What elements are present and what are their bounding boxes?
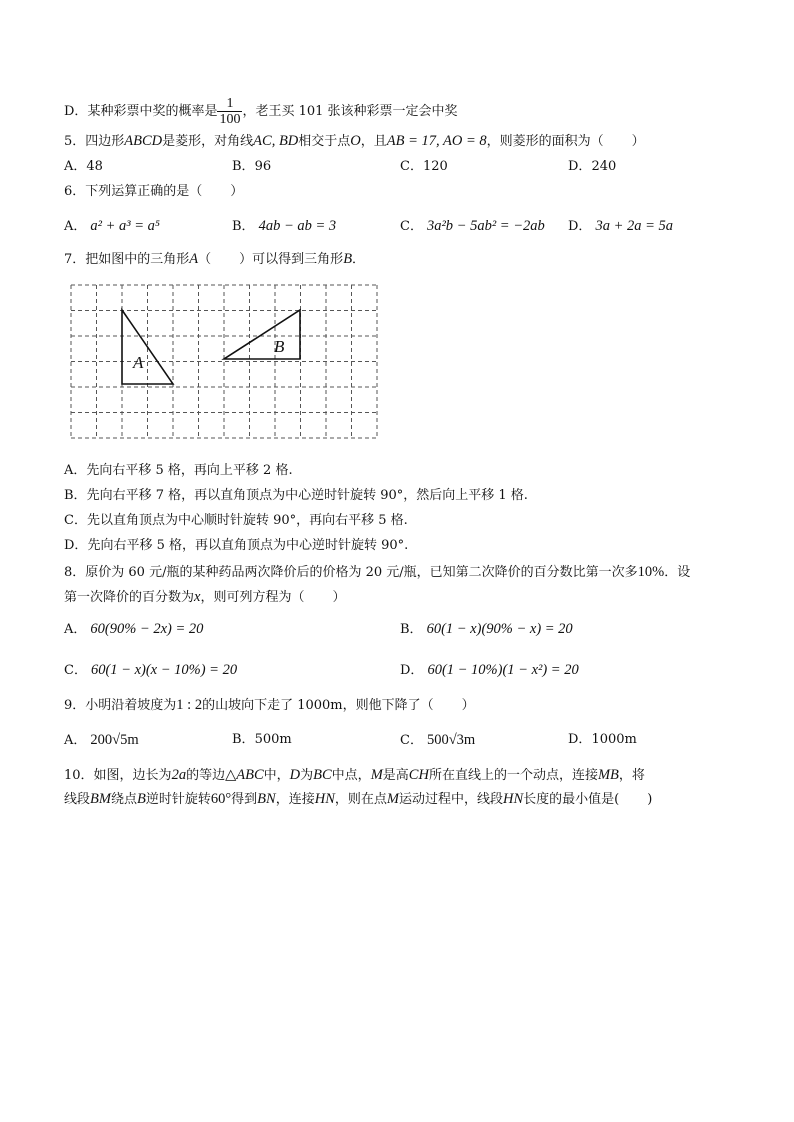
math: BC xyxy=(313,767,332,783)
q9-option-b[interactable] xyxy=(232,731,292,749)
option-value: 200√5m xyxy=(90,732,139,748)
stem-text: ．设 xyxy=(664,565,691,580)
question-10-stem-line-2 xyxy=(64,790,652,809)
math: A xyxy=(189,251,199,267)
q9-option-a[interactable] xyxy=(64,731,139,750)
stem-text: ，则可列方程为（ xyxy=(200,590,305,605)
stem-text: 是高 xyxy=(382,768,409,783)
option-value: 96 xyxy=(254,159,272,174)
option-label: A． xyxy=(64,159,87,174)
option-label: A． xyxy=(64,733,87,748)
dashed-grid xyxy=(71,285,377,438)
option-value: 先向右平移 5 格，再以直角顶点为中心逆时针旋转 90°. xyxy=(87,538,409,553)
q6-option-d[interactable] xyxy=(568,217,673,236)
math: BM xyxy=(90,791,111,807)
stem-text: 第一次降价的百分数为 xyxy=(64,590,195,605)
stem-text: 的山坡向下走了 1000m，则他下降了（ xyxy=(202,698,434,713)
option-label: A． xyxy=(64,622,87,637)
math: 2a xyxy=(171,767,187,783)
math: AB = 17, AO = 8 xyxy=(386,133,487,149)
triangle-a-label: A xyxy=(133,353,144,372)
math: x xyxy=(194,589,201,605)
math: B xyxy=(136,791,146,807)
stem-text: 的等边 xyxy=(186,768,226,783)
q7-option-a[interactable] xyxy=(64,462,293,480)
fraction-denominator: 100 xyxy=(219,112,241,127)
option-label: B． xyxy=(232,732,255,747)
stem-text: ，将 xyxy=(618,768,645,783)
option-value: 60(1 − x)(90% − x) = 20 xyxy=(426,621,573,637)
option-label: C． xyxy=(400,733,423,748)
q6-option-b[interactable] xyxy=(232,217,336,236)
question-number: 5． xyxy=(64,134,86,149)
stem-text: 逆时针旋转 xyxy=(145,792,211,807)
q7-option-b[interactable] xyxy=(64,487,528,505)
stem-text: ，且 xyxy=(360,134,387,149)
option-value: 1000m xyxy=(591,732,637,747)
stem-text: 中， xyxy=(263,768,290,783)
option-value: 60(90% − 2x) = 20 xyxy=(90,621,204,637)
q5-option-a[interactable] xyxy=(64,158,103,176)
stem-text: 中点， xyxy=(331,768,371,783)
option-label: A． xyxy=(64,219,87,234)
q6-option-a[interactable] xyxy=(64,217,160,236)
option-value: 60(1 − 10%)(1 − x²) = 20 xyxy=(427,662,579,678)
math: MB xyxy=(597,767,619,783)
q7-option-c[interactable] xyxy=(64,512,408,530)
option-label: D． xyxy=(64,104,88,119)
question-10-stem-line-1 xyxy=(64,766,645,785)
option-value: 先向右平移 7 格，再以直角顶点为中心逆时针旋转 90°，然后向上平移 1 格. xyxy=(86,488,528,503)
stem-text: 下列运算正确的是（ xyxy=(85,184,203,199)
stem-text: （ xyxy=(198,252,212,267)
math: O xyxy=(350,133,361,149)
q8-option-a[interactable] xyxy=(64,620,203,639)
option-value: 先向右平移 5 格，再向上平移 2 格. xyxy=(86,463,293,478)
math: BN xyxy=(257,791,276,807)
q8-option-c[interactable] xyxy=(64,661,237,680)
stem-text: 相交于点 xyxy=(298,134,351,149)
option-label: B． xyxy=(64,488,87,503)
q4-option-d xyxy=(64,96,458,127)
stem-text: ，则菱形的面积为（ xyxy=(486,134,604,149)
stem-text: 是菱形，对角线 xyxy=(162,134,254,149)
option-value: 3a²b − 5ab² = −2ab xyxy=(426,218,545,234)
option-label: D． xyxy=(400,663,424,678)
q5-option-d[interactable] xyxy=(568,158,616,176)
question-number: 10． xyxy=(64,768,94,783)
stem-text: 运动过程中，线段 xyxy=(398,792,503,807)
math: AC, BD xyxy=(253,133,299,149)
option-label: B． xyxy=(400,622,423,637)
stem-text: 所在直线上的一个动点，连接 xyxy=(428,768,598,783)
triangle-grid-figure xyxy=(70,284,384,440)
q6-option-c[interactable] xyxy=(400,217,545,236)
option-value: 4ab − ab = 3 xyxy=(258,218,337,234)
question-8-stem-line-2 xyxy=(64,588,345,607)
stem-text: 为 xyxy=(300,768,314,783)
option-value: 60(1 − x)(x − 10%) = 20 xyxy=(90,662,238,678)
question-number: 7． xyxy=(64,252,86,267)
option-label: C． xyxy=(400,219,423,234)
stem-text: ． xyxy=(352,252,366,267)
math: D xyxy=(289,767,301,783)
question-5-stem xyxy=(64,132,645,151)
stem-text: ） xyxy=(230,184,244,199)
option-text: 某种彩票中奖的概率是 xyxy=(87,104,218,119)
question-number: 6． xyxy=(64,184,86,199)
question-7-stem xyxy=(64,250,365,269)
stem-text: ）可以得到三角形 xyxy=(239,252,344,267)
math: HN xyxy=(503,791,524,807)
triangle-b-label: B xyxy=(274,337,285,356)
option-value: 先以直角顶点为中心顺时针旋转 90°，再向右平移 5 格. xyxy=(86,513,408,528)
stem-text: ，则在点 xyxy=(334,792,387,807)
option-value: 240 xyxy=(591,159,617,174)
question-8-stem-line-1 xyxy=(64,563,690,582)
option-label: D． xyxy=(568,732,592,747)
stem-text: 四边形 xyxy=(85,134,125,149)
option-value: 3a + 2a = 5a xyxy=(595,218,674,234)
q8-option-b[interactable] xyxy=(400,620,573,639)
question-9-stem xyxy=(64,696,475,715)
stem-text: ） xyxy=(461,698,475,713)
stem-text: 如图，边长为 xyxy=(93,768,172,783)
q8-option-d[interactable] xyxy=(400,661,579,680)
question-number: 9． xyxy=(64,698,86,713)
fraction xyxy=(217,96,242,127)
stem-text: 线段 xyxy=(64,792,91,807)
option-value: 500m xyxy=(254,732,292,747)
math: 60° xyxy=(210,791,232,807)
q5-option-b[interactable] xyxy=(232,158,271,176)
fraction-numerator: 1 xyxy=(217,96,242,112)
question-number: 8． xyxy=(64,565,86,580)
stem-text: 绕点 xyxy=(110,792,137,807)
question-6-stem xyxy=(64,183,243,201)
option-label: D． xyxy=(568,219,592,234)
stem-text: ） xyxy=(332,590,346,605)
option-value: a² + a³ = a⁵ xyxy=(90,218,160,234)
math: 10% xyxy=(637,564,665,580)
option-value: 48 xyxy=(86,159,103,174)
option-text: ，老王买 101 张该种彩票一定会中奖 xyxy=(242,104,458,119)
stem-text: 原价为 60 元/瓶的某种药品两次降价后的价格为 20 元/瓶，已知第二次降价的百分数比第一次多 xyxy=(85,565,638,580)
option-label: C． xyxy=(64,663,87,678)
math: CH xyxy=(408,767,429,783)
q9-option-d[interactable] xyxy=(568,731,637,749)
stem-text: 把如图中的三角形 xyxy=(85,252,190,267)
stem-text: 长度的最小值是( xyxy=(523,792,620,807)
stem-text: ，连接 xyxy=(275,792,315,807)
triangle-b xyxy=(224,310,300,359)
option-label: A． xyxy=(64,463,87,478)
math: M xyxy=(386,791,399,807)
q7-option-d[interactable] xyxy=(64,537,408,555)
math: 1 : 2 xyxy=(176,697,203,713)
stem-text: 小明沿着坡度为 xyxy=(85,698,177,713)
option-value: 120 xyxy=(422,159,448,174)
option-label: D． xyxy=(568,159,592,174)
math: B xyxy=(343,251,353,267)
stem-text: ) xyxy=(647,792,653,807)
q5-option-c[interactable] xyxy=(400,158,448,176)
math: ABCD xyxy=(124,133,163,149)
stem-text: 得到 xyxy=(231,792,258,807)
option-label: D． xyxy=(64,538,88,553)
option-label: B． xyxy=(232,159,255,174)
math: M xyxy=(370,767,383,783)
q9-option-c[interactable] xyxy=(400,731,475,750)
math: △ABC xyxy=(225,767,264,783)
option-label: B． xyxy=(232,219,255,234)
math: HN xyxy=(314,791,335,807)
option-label: C． xyxy=(64,513,87,528)
stem-text: ） xyxy=(631,134,645,149)
option-label: C． xyxy=(400,159,423,174)
option-value: 500√3m xyxy=(426,732,476,748)
